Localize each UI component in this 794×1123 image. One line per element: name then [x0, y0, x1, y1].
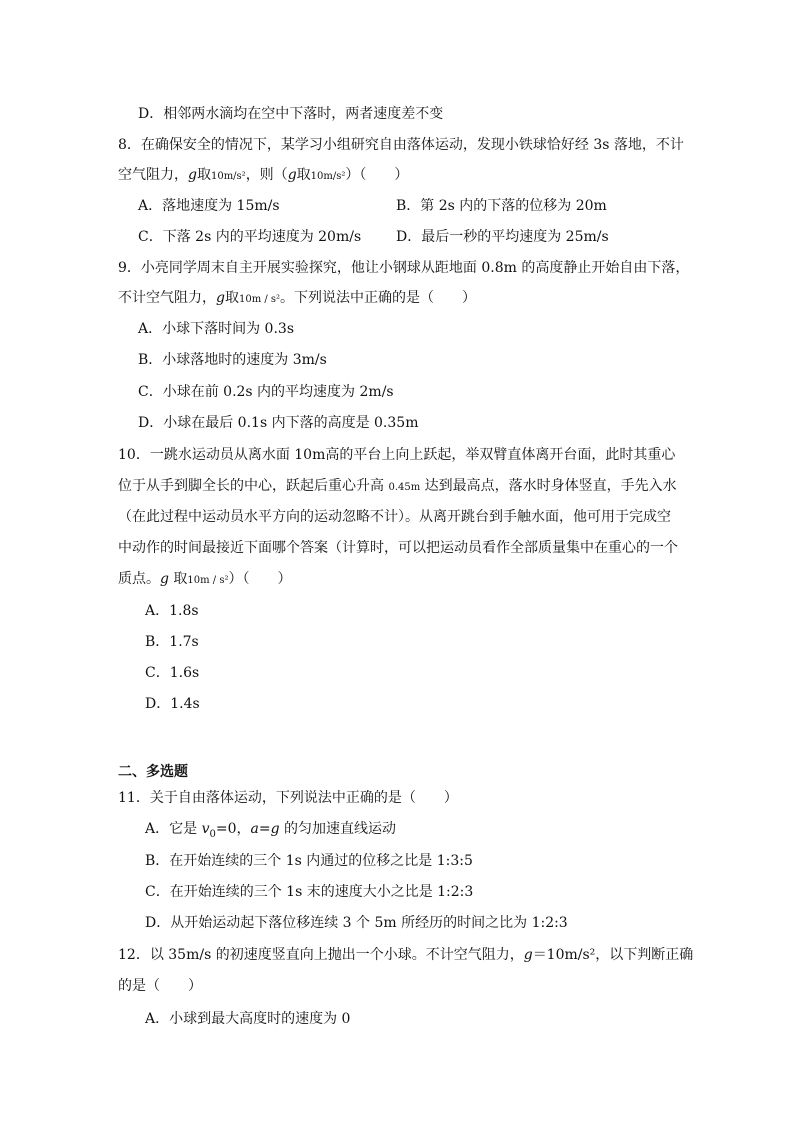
q9-stem-text: 。下列说法中正确的是（ ） [280, 290, 477, 306]
q8-stem-text: ，则（ [245, 167, 288, 183]
q10-stem-text: 位于从手到脚全长的中心，跃起后重心升高 [118, 478, 389, 494]
q10-option-c: C．1.6s [145, 665, 200, 681]
q8-stem-text: 取 [296, 167, 311, 183]
q10-stem-line1: 10．一跳水运动员从离水面 10m高的平台上向上跃起，举双臂直体离开台面，此时其重心 [118, 447, 676, 463]
q10-option-d: D．1.4s [145, 696, 200, 712]
q9-option-d: D．小球在最后 0.1s 内下落的高度是 0.35m [138, 415, 419, 431]
q11-option-c: C．在开始连续的三个 1s 末的速度大小之比是 1:2:3 [145, 884, 474, 900]
q11-option-text: 的匀加速直线运动 [279, 821, 397, 837]
q8-option-c: C．下落 2s 内的平均速度为 20m/s [138, 229, 362, 245]
q10-g-symbol: g [160, 571, 169, 587]
q9-option-c: C．小球在前 0.2s 内的平均速度为 2m/s [138, 384, 394, 400]
q11-option-text: =0， [215, 821, 251, 837]
q9-option-a: A．小球下落时间为 0.3s [138, 321, 295, 337]
q8-g-symbol: g [287, 167, 297, 183]
q8-option-b: B．第 2s 内的下落的位移为 20m [396, 198, 607, 214]
q10-stem-line4: 中动作的时间最接近下面哪个答案（计算时，可以把运动员看作全部质量集中在重心的一个 [118, 540, 678, 556]
q11-v-subscript: 0 [209, 828, 216, 840]
q10-stem-text: 取 [168, 571, 188, 587]
q10-option-a: A．1.8s [145, 603, 199, 619]
q10-stem-text: ）（ ） [228, 571, 292, 587]
q8-stem-line2 [118, 165, 408, 185]
q10-height-value: 0.45m [388, 482, 421, 493]
q10-g-value: 10m / s² [187, 575, 229, 586]
q9-g-symbol: g [216, 290, 225, 306]
q12-g-symbol: g [523, 947, 533, 963]
q10-stem-text: 质点。 [118, 571, 160, 587]
q8-stem-line1: 8．在确保安全的情况下，某学习小组研究自由落体运动，发现小铁球恰好经 3s 落地，不计 [118, 137, 684, 153]
q8-option-a: A．落地速度为 15m/s [138, 198, 280, 214]
q11-g-symbol: g [270, 821, 280, 837]
q12-option-a: A．小球到最大高度时的速度为 0 [145, 1011, 351, 1027]
q8-stem-text: 空气阻力， [118, 167, 188, 183]
q9-g-value: 10m / s² [238, 294, 281, 305]
q9-stem-line1: 9．小亮同学周末自主开展实验探究，他让小钢球从距地面 0.8m 的高度静止开始自由下落， [118, 260, 690, 276]
q8-stem-text: 取 [196, 167, 211, 183]
q8-g-symbol: g [188, 167, 197, 183]
q8-g-value: 10m/s² [210, 171, 246, 182]
q11-option-text: = [258, 821, 271, 837]
q10-stem-line2 [118, 476, 677, 496]
q11-v-symbol: v [201, 821, 210, 837]
q10-stem-line5 [118, 569, 292, 589]
q8-g-value: 10m/s² [310, 171, 346, 182]
q12-stem-line2: 的是（ ） [118, 978, 202, 994]
q10-option-b: B．1.7s [145, 634, 199, 650]
q10-stem-text: 达到最高点，落水时身体竖直，手先入水 [420, 478, 677, 494]
section-title-multi-choice: 二、多选题 [118, 764, 188, 780]
q11-option-d: D．从开始运动起下落位移连续 3 个 5m 所经历的时间之比为 1:2:3 [145, 915, 568, 931]
q12-stem-line1 [118, 945, 693, 965]
q10-stem-line3: （在此过程中运动员水平方向的运动忽略不计）。从离开跳台到手触水面，他可用于完成空 [118, 509, 671, 525]
q8-stem-text: ）（ ） [345, 167, 409, 183]
q11-option-a [145, 819, 396, 839]
q12-stem-text: ＝10m/s²，以下判断正确 [532, 947, 694, 963]
q8-option-d: D．最后一秒的平均速度为 25m/s [396, 229, 609, 245]
q12-stem-text: 12．以 35m/s 的初速度竖直向上抛出一个小球。不计空气阻力， [118, 947, 524, 963]
q9-option-b: B．小球落地时的速度为 3m/s [138, 352, 327, 368]
q7-option-d: D．相邻两水滴均在空中下落时，两者速度差不变 [138, 106, 444, 122]
q9-stem-text: 不计空气阻力， [118, 290, 216, 306]
q11-option-b: B．在开始连续的三个 1s 内通过的位移之比是 1:3:5 [145, 853, 473, 869]
q9-stem-text: 取 [224, 290, 239, 306]
q9-stem-line2 [118, 288, 476, 308]
q11-option-text: A．它是 [145, 821, 202, 837]
q11-a-symbol: a [250, 821, 259, 837]
q11-stem: 11．关于自由落体运动，下列说法中正确的是（ ） [118, 790, 458, 806]
